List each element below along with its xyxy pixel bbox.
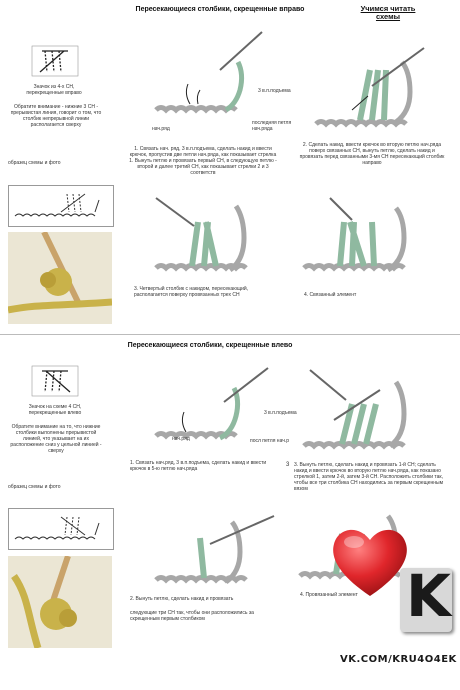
step1-text: 1. Связать нач. ряд, 3 в.п.подъема, сделать накид и ввести крючок, пропустив две петли нач.ряда, как показывает стрелка 1. Вынуть петлю и провязать первый СН, в следующую петлю - второй и далее третий СН, как показывает стрелки 2 и 3 соответств (129, 146, 277, 176)
symbol-caption-2: Значок на схеме 4 СН, перекрещенные влево (28, 404, 82, 416)
corner-title: Учимся читать схемы (360, 4, 416, 21)
sample-photo-2 (8, 556, 112, 648)
s2-step1-diagram (150, 364, 270, 460)
sample-photo (8, 232, 112, 324)
s2-step3-num: 3 (286, 462, 290, 468)
s2-step2b-text: следующие три СН так, чтобы они расположились за скрещенным первым столбиком (130, 610, 254, 622)
s2-step4-text: 4. Провязанный элемент (300, 592, 358, 598)
label-nachryad-1: нач.ряд (152, 126, 170, 132)
label-3vp-2: 3 в.п.подъема (264, 410, 297, 416)
label-last-loop-2: посл петля нач.р (250, 438, 290, 444)
cross-right-symbol-icon (32, 46, 78, 76)
note-text: Обратите внимание - нижние 3 СН - прерывистая линия, говорит о том, что столбик непрерывной линии располагается сверху (10, 104, 102, 128)
brand-letter: K (406, 562, 451, 630)
step4-text: 4. Связанный элемент (304, 292, 357, 298)
step2-diagram (312, 40, 432, 140)
sample-chart-box-2 (8, 508, 114, 550)
heart-icon (330, 520, 410, 600)
s2-step3-diagram (300, 370, 430, 460)
brand-url: VK.COM/KRU4O4EK (340, 654, 457, 665)
label-3vp-1: 3 в.п.подъема (258, 88, 291, 94)
step3-text: 3. Четвертый столбик с накидом, пересекающий, располагается поверху провязанных трех СН (134, 286, 249, 298)
section1-title: Пересекающиеся столбики, скрещенные вправо (135, 6, 305, 13)
step2-text: 2. Сделать накид, ввести крючок во вторую петлю нач.ряда поверх связанных СН, вынуть петлю, сделать накид и провязать перед связанными 3-мя СН пересекающий столбик направо (299, 142, 445, 166)
section-divider (0, 334, 460, 335)
step3-diagram (150, 192, 270, 282)
s2-step1-text: 1. Связать нач.ряд, 3 в.п.подъема, сделать накид и ввести крючок в 5-ю петлю нач.ряда (130, 460, 267, 472)
note-text-2: Обратите внимание на то, что нижние столбики выполнены прерывистой линией, что указывает на их расположение сниз у цельной линией - сверху (10, 424, 102, 454)
s2-step2-diagram (150, 514, 280, 594)
step4-diagram (300, 196, 430, 282)
sample-caption: образец схемы и фото (8, 160, 61, 166)
sample-chart-box (8, 185, 114, 227)
section2-title: Пересекающиеся столбики, скрещенные влево (127, 342, 293, 349)
label-last-loop-1: последняя петля нач.ряда (252, 120, 292, 132)
sample-caption-2: образец схемы и фото (8, 484, 61, 490)
s2-step3-text: 3. Вынуть петлю, сделать накид и провязать 1-й СН; сделать накид и ввести крючок во вторую петлю нач.ряда, как показано стрелкой 1, затем 2-й, затем 3-й СН. Расположить столбики так, чтобы все три столбика СН находились за первым скрещенным вязом (294, 462, 444, 492)
cross-left-symbol-icon (32, 366, 78, 396)
s2-step2-text: 2. Вынуть петлю, сделать накид и провязать (130, 596, 234, 602)
brand-logo (400, 562, 452, 632)
label-nachryad-2: нач.ряд (172, 436, 190, 442)
symbol-caption: Значок из 4-х СН, перекрещенные вправо (26, 84, 82, 96)
